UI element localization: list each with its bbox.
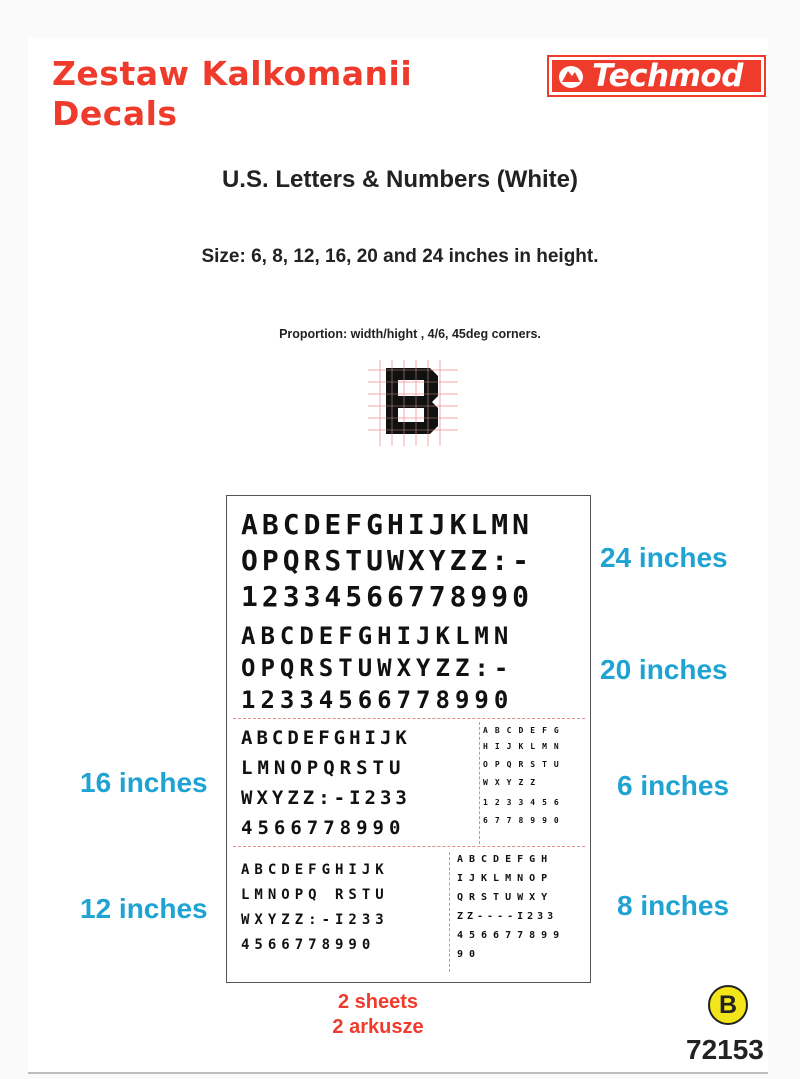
- bottom-divider: [28, 1072, 768, 1074]
- set-12-row-2: LMNOPQ RSTU: [241, 887, 389, 903]
- set-8-row-6: 90: [457, 949, 482, 960]
- set-6-row-4: WXYZZ: [483, 778, 543, 787]
- separator-line: [479, 722, 480, 844]
- set-24-row-2: OPQRSTUWXYZZ:-: [241, 544, 534, 577]
- set-24-row-1: ABCDEFGHIJKLMN: [241, 508, 534, 541]
- brand-line-2: Decals: [52, 94, 178, 133]
- techmod-emblem-icon: [558, 64, 584, 90]
- set-16-row-4: 4566778990: [241, 817, 406, 839]
- set-6-row-1: ABCDEFG: [483, 726, 566, 735]
- label-16-inches: 16 inches: [80, 767, 208, 798]
- size-description: Size: 6, 8, 12, 16, 20 and 24 inches in height.: [201, 246, 599, 267]
- set-16-row-3: WXYZZ:-I233: [241, 787, 411, 809]
- set-6-row-6: 6778990: [483, 816, 566, 825]
- decal-sheet-preview: [226, 495, 591, 983]
- label-24-inches: 24 inches: [600, 542, 728, 573]
- separator-line: [233, 846, 585, 847]
- set-20-row-2: OPQRSTUWXYZZ:-: [241, 654, 514, 682]
- brand-title: [52, 54, 412, 134]
- set-6-row-5: 1233456: [483, 798, 566, 807]
- set-8-row-4: ZZ----I233: [457, 911, 558, 922]
- set-8-row-2: IJKLMNOP: [457, 873, 554, 884]
- set-6-row-2: HIJKLMN: [483, 742, 566, 751]
- letter-proportion-diagram: [368, 360, 458, 446]
- logo-text: Techmod: [592, 58, 743, 94]
- label-6-inches: 6 inches: [617, 770, 730, 801]
- brand-line-1: Zestaw Kalkomanii: [52, 54, 413, 93]
- sheets-count-note: [308, 990, 448, 1040]
- set-12-row-4: 4566778990: [241, 937, 376, 953]
- set-12-row-1: ABCDEFGHIJK: [241, 862, 389, 878]
- label-8-inches: 8 inches: [617, 890, 730, 921]
- set-24-row-3: 12334566778990: [241, 580, 534, 613]
- set-16-row-1: ABCDEFGHIJK: [241, 727, 411, 749]
- variant-badge: B: [708, 985, 748, 1025]
- set-12-row-3: WXYZZ:-I233: [241, 912, 389, 928]
- set-8-row-5: 456677899: [457, 930, 566, 941]
- label-12-inches: 12 inches: [80, 893, 208, 924]
- techmod-logo: [547, 55, 766, 97]
- separator-line: [449, 852, 450, 972]
- proportion-note: Proportion: width/hight , 4/6, 45deg corners.: [279, 327, 541, 341]
- sheets-count-pl: 2 arkusze: [332, 1016, 424, 1038]
- separator-line: [233, 718, 585, 719]
- product-title: U.S. Letters & Numbers (White): [221, 166, 579, 193]
- set-6-row-3: OPQRSTU: [483, 760, 566, 769]
- label-20-inches: 20 inches: [600, 654, 728, 685]
- set-20-row-3: 12334566778990: [241, 686, 514, 714]
- set-8-row-1: ABCDEFGH: [457, 854, 554, 865]
- set-16-row-2: LMNOPQRSTU: [241, 757, 406, 779]
- set-20-row-1: ABCDEFGHIJKLMN: [241, 622, 514, 650]
- sheets-count-en: 2 sheets: [337, 991, 419, 1013]
- catalog-number: 72153: [686, 1034, 764, 1065]
- set-8-row-3: QRSTUWXY: [457, 892, 554, 903]
